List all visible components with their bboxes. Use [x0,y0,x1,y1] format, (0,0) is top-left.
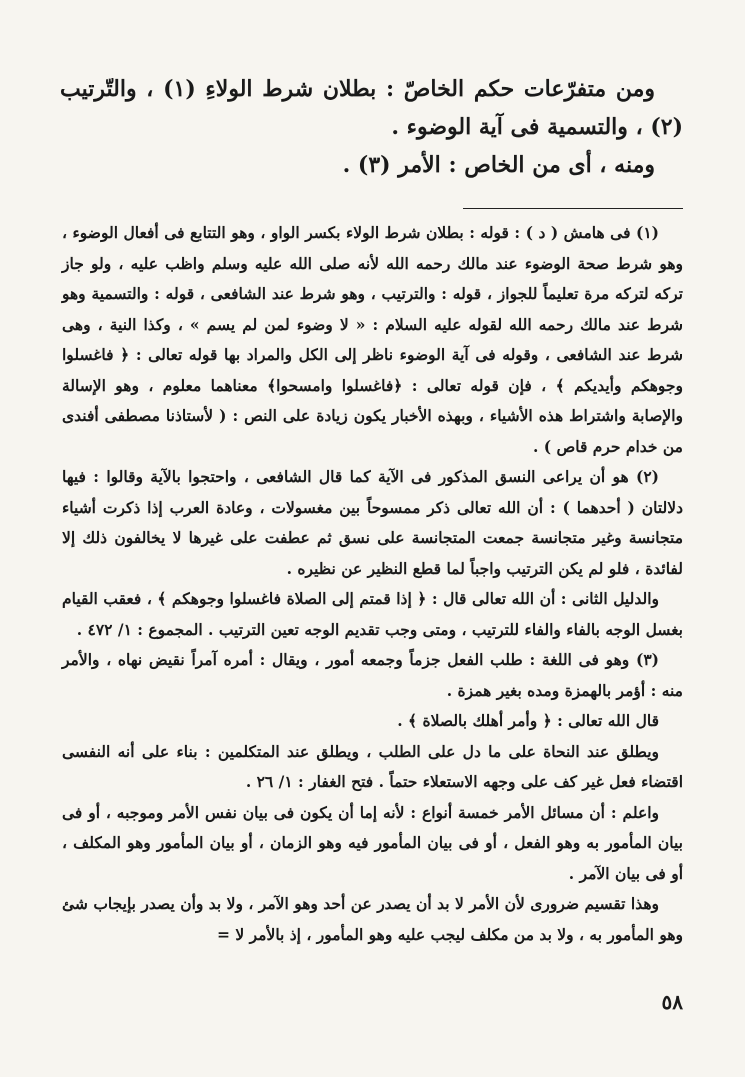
main-paragraph: ومن متفرّعات حكم الخاصّ : بطلان شرط الولاءِ (١) ، والتّرتيب (٢) ، والتسمية فى آية الوضوء . [60,76,683,140]
footnote-separator [463,208,683,209]
footnotes [62,218,683,950]
footnote-2: (٢) هو أن يراعى النسق المذكور فى الآية كما قال الشافعى ، واحتجوا بالآية وقالوا : فيها دلالتان ( أحدهما ) : أن الله تعالى ذكر ممسوحاً بين مغسولات ، وعادة العرب إذا ذكرت أشياء متجانسة وغير متجانسة جمعت المتجانسة على نسق ثم عطفت على غيرها لا يخالفون ذلك إلا لفائدة ، فلو لم يكن الترتيب واجباً لما قطع النظير عن نظيره . [62,467,683,578]
page-number: ٥٨ [661,990,683,1014]
main-paragraph: ومنه ، أى من الخاص : الأمر (٣) . [342,152,655,178]
footnote-1: (١) فى هامش ( د ) : قوله : بطلان شرط الولاء بكسر الواو ، وهو التتابع فى أفعال الوضوء ، وهو شرط صحة الوضوء عند مالك رحمه الله لأنه صلى الله عليه وسلم واظب عليه ، ولو جاز تركه لتركه مرة تعليماً للجواز ، قوله : والترتيب ، وهو شرط عند الشافعى ، قوله : والتسمية وهو شرط عند مالك رحمه الله لقوله عليه السلام : « لا وضوء لمن لم يسم » ، وكذا النية ، وهى شرط عند الشافعى ، وقوله فى آية الوضوء ناظر إلى الكل والمراد بها قوله تعالى : ﴿ فاغسلوا وجوهكم وأيديكم ﴾ ، فإن قوله تعالى : ﴿فاغسلوا وامسحوا﴾ معناهما معلوم ، وهو الإسالة والإصابة واشتراط هذه الأشياء ، وبهذه الأخبار يكون زيادة على النص : ( لأستاذنا مصطفى أفندى من خدام حرم قاص ) . [62,223,683,456]
footnote-paragraph: ويطلق عند النحاة على ما دل على الطلب ، ويطلق عند المتكلمين : بناء على أنه النفسى اقتضاء فعل غير كف على وجهه الاستعلاء حتماً . فتح الغفار : ١/ ٢٦ . [62,741,683,791]
footnote-paragraph: والدليل الثانى : أن الله تعالى قال : ﴿ إذا قمتم إلى الصلاة فاغسلوا وجوهكم ﴾ ، فعقب القيام بغسل الوجه بالفاء والفاء للترتيب ، ومتى وجب تقديم الوجه تعين الترتيب . المجموع : ١/ ٤٧٢ . [62,589,683,639]
footnote-paragraph: وهذا تقسيم ضرورى لأن الأمر لا بد أن يصدر عن أحد وهو الآمر ، ولا بد وأن يصدر بإيجاب شئ وهو المأمور به ، ولا بد من مكلف ليجب عليه وهو المأمور ، إذ بالأمر لا = [62,894,683,944]
footnote-paragraph: واعلم : أن مسائل الأمر خمسة أنواع : لأنه إما أن يكون فى بيان نفس الأمر وموجبه ، أو فى بيان المأمور به وهو الفعل ، أو فى بيان المأمور فيه وهو الزمان ، أو بيان المأمور وهو المكلف ، أو فى بيان الآمر . [62,802,683,883]
main-text [60,70,683,184]
footnote-paragraph: قال الله تعالى : ﴿ وأمر أهلك بالصلاة ﴾ . [397,711,659,730]
footnote-3: (٣) وهو فى اللغة : طلب الفعل جزماً وجمعه أمور ، ويقال : أمره آمراً نقيض نهاه ، والأمر منه : أؤمر بالهمزة ومده بغير همزة . [62,650,683,700]
